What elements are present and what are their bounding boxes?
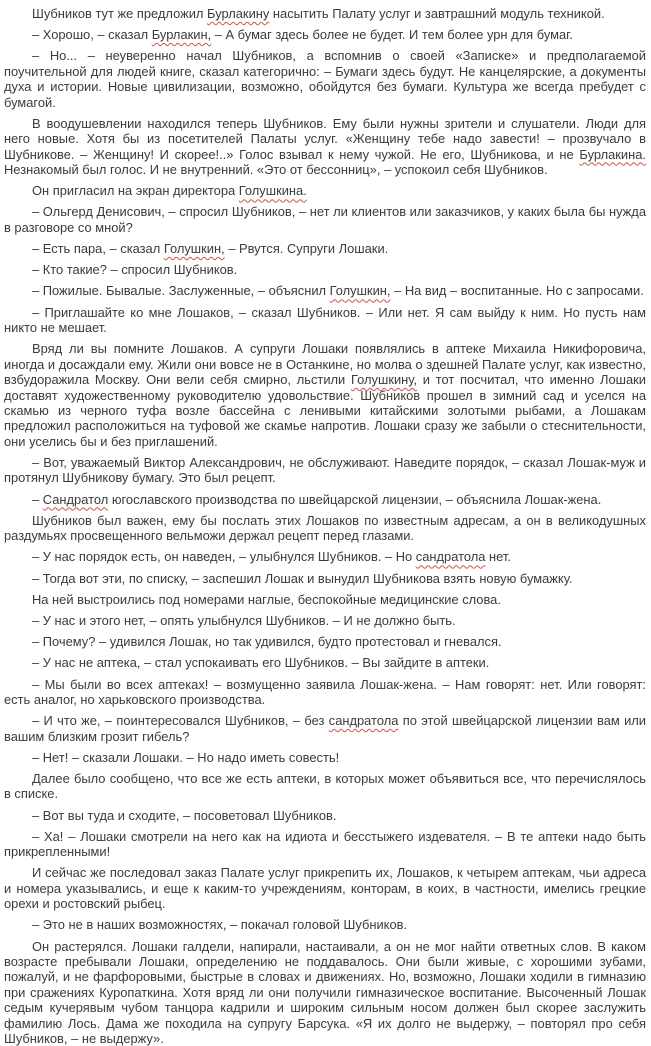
paragraph: [4, 592, 646, 607]
paragraph: [4, 27, 646, 42]
misspelled-word: Голушкин,: [163, 241, 225, 257]
text-run: югославского производства по швейцарской лицензии, – объяснила Лошак-жена.: [108, 491, 602, 507]
paragraph: [4, 549, 646, 564]
text-run: – И что же, – поинтересовался Шубников, – без: [32, 713, 329, 729]
text-run: – Приглашайте ко мне Лошаков, – сказал Шубников. – Или нет. Я сам выйду к ним. Но пусть нам никто не мешает.: [4, 304, 646, 336]
paragraph: [4, 750, 646, 765]
text-run: – Но... – неуверенно начал Шубников, а вспомнив о своей «Записке» и предполагаемой поучительной для людей книге, сказал категорично: – Бумаги здесь будут. Не канцелярские, а документы духа и истории. Новые цивилизации, возможно, обойдутся без бумаги. Культура же всегда пребудет с бумагой.: [4, 48, 646, 110]
text-run: нет.: [485, 549, 511, 565]
misspelled-word: Бурлакина.: [579, 146, 646, 162]
paragraph: [4, 713, 646, 744]
text-run: – Вот, уважаемый Виктор Александрович, не обслуживают. Наведите порядок, – сказал Лошак-муж и протянул Шубникову бумагу. Это был рецепт.: [4, 454, 646, 486]
text-content: [4, 6, 646, 1046]
text-run: – На вид – воспитанные. Но с запросами.: [390, 283, 644, 299]
text-run: – Рвутся. Супруги Лошаки.: [224, 241, 389, 257]
paragraph: [4, 829, 646, 860]
text-run: по этой швейцарской лицензии вам или вашим близким грозит гибель?: [4, 713, 647, 744]
paragraph: [4, 808, 646, 823]
text-run: – У нас не аптека, – стал успокаивать его Шубников. – Вы зайдите в аптеки.: [32, 655, 490, 671]
paragraph: [4, 183, 646, 198]
paragraph: [4, 939, 646, 1046]
paragraph: [4, 241, 646, 256]
text-run: и тот посчитал, что именно Лошаки доставят художественному руководителю удовольствие. Шубников прошел в зимний сад и уселся на скамью из черного туфа возле бассейна с ленивыми китайскими золотыми рыбами, а Лошакам предложил расположиться на туфовой же скамье напротив. Лошаки сразу же забыли о стеснительности, они уселись бы и без приглашений.: [4, 372, 646, 449]
paragraph: [4, 6, 646, 21]
paragraph: [4, 655, 646, 670]
text-run: Он пригласил на экран директора: [32, 183, 239, 199]
text-run: Он растерялся. Лошаки галдели, напирали, настаивали, а он не мог найти ответных слов. В каком возрасте пребывали Лошаки, определению не поддавалось. Они были живые, с хорошими зубами, пожалуй, и не фарфоровыми, быстрые в словах и движениях. Но, возможно, Лошаки ходили в гимназию при сражениях Куропаткина. Хотя вряд ли они получили гимназическое воспитание. Высоченный Лошак седым кучерявым чубом танцора кадрили и широким сильным носом должен был скорее заслужить фамилию Лось. Дама же походила на супругу Барсука. «Я их долго не выдержу, – повторял про себя Шубников, – не выдержу».: [4, 938, 646, 1046]
text-run: – Почему? – удивился Лошак, но так удивился, будто протестовал и гневался.: [32, 634, 502, 650]
paragraph: [4, 305, 646, 336]
text-run: – А бумаг здесь более не будет. И тем более урн для бумаг.: [211, 27, 573, 43]
text-run: – Хорошо, – сказал: [32, 27, 152, 43]
text-run: – Мы были во всех аптеках! – возмущенно заявила Лошак-жена. – Нам говорят: нет. Или говорят: есть аналог, но харьковского производства.: [4, 676, 646, 707]
misspelled-word: сандратола: [328, 713, 399, 729]
paragraph: [4, 116, 646, 178]
text-run: Шубников был важен, ему бы послать этих Лошаков по известным адресам, а он в великодушных раздумьях просвещенного вельможи держал рецепт перед глазами.: [4, 512, 646, 544]
paragraph: [4, 48, 646, 110]
text-run: Далее было сообщено, что все же есть аптеки, в которых может объявиться все, что перечислялось в списке.: [4, 770, 646, 802]
text-run: – Есть пара, – сказал: [32, 241, 164, 257]
paragraph: [4, 613, 646, 628]
text-run: На ней выстроились под номерами наглые, беспокойные медицинские слова.: [32, 591, 501, 607]
text-run: И сейчас же последовал заказ Палате услуг прикрепить их, Лошаков, к четырем аптекам, чьи адреса и номера указывались, и еще к каким-то учреждениям, конторам, в коих, в частности, имелись грецкие орехи и ростовский рыбец.: [4, 865, 646, 912]
paragraph: [4, 341, 646, 449]
text-run: насытить Палату услуг и завтрашний модуль техникой.: [269, 6, 605, 21]
paragraph: [4, 571, 646, 586]
text-run: – Это не в наших возможностях, – покачал головой Шубников.: [32, 917, 408, 933]
text-run: – Вот вы туда и сходите, – посоветовал Шубников.: [32, 807, 337, 823]
text-run: – Пожилые. Бывалые. Заслуженные, – объяснил: [32, 283, 330, 299]
text-run: – Ха! – Лошаки смотрели на него как на идиота и бесстыжего издевателя. – В те аптеки надо быть прикрепленными!: [4, 828, 646, 860]
text-run: – Ольгерд Денисович, – спросил Шубников, – нет ли клиентов или заказчиков, у каких была бы нужда в разговоре со мной?: [4, 204, 646, 235]
paragraph: [4, 771, 646, 802]
text-run: –: [32, 491, 43, 507]
paragraph: [4, 677, 646, 708]
text-run: – Тогда вот эти, по списку, – заспешил Лошак и вынудил Шубникова взять новую бумажку.: [32, 570, 573, 586]
misspelled-word: Бурлакину: [207, 6, 270, 21]
text-run: Незнакомый был голос. И не внутренний. «Это от бессонниц», – успокоил себя Шубников.: [4, 162, 548, 178]
misspelled-word: Голушкину,: [351, 372, 418, 388]
text-run: Вряд ли вы помните Лошаков. А супруги Лошаки появлялись в аптеке Михаила Никифоровича, иногда и досаждали ему. Жили они вовсе не в Останкине, но молва о здешней Палате услуг, как известно, взбудоражила Москву. Они вели себя смирно, льстили: [4, 341, 646, 388]
paragraph: [4, 455, 646, 486]
paragraph: [4, 513, 646, 544]
paragraph: [4, 492, 646, 507]
paragraph: [4, 865, 646, 911]
misspelled-word: Голушкина.: [238, 183, 307, 199]
text-run: – У нас и этого нет, – опять улыбнулся Шубников. – И не должно быть.: [32, 612, 456, 628]
misspelled-word: Голушкин,: [329, 283, 391, 299]
paragraph: [4, 262, 646, 277]
misspelled-word: Бурлакин,: [151, 27, 212, 43]
misspelled-word: Сандратол: [42, 491, 109, 507]
paragraph: [4, 204, 646, 235]
text-run: – Нет! – сказали Лошаки. – Но надо иметь совесть!: [32, 749, 340, 765]
paragraph: [4, 634, 646, 649]
text-run: Шубников тут же предложил: [32, 6, 208, 21]
paragraph: [4, 283, 646, 298]
misspelled-word: сандратола: [415, 549, 486, 565]
text-run: В воодушевлении находился теперь Шубников. Ему были нужны зрители и слушатели. Люди для него новые. Хотя бы из посетителей Палаты услуг. «Женщину тебе надо завести! – прозвучало в Шубникове. – Женщину! И скорее!..» Голос взывал к нему чужой. Не его, Шубникова, и не: [4, 115, 646, 162]
text-run: – Кто такие? – спросил Шубников.: [32, 262, 238, 278]
paragraph: [4, 917, 646, 932]
text-run: – У нас порядок есть, он наведен, – улыбнулся Шубников. – Но: [32, 549, 416, 565]
